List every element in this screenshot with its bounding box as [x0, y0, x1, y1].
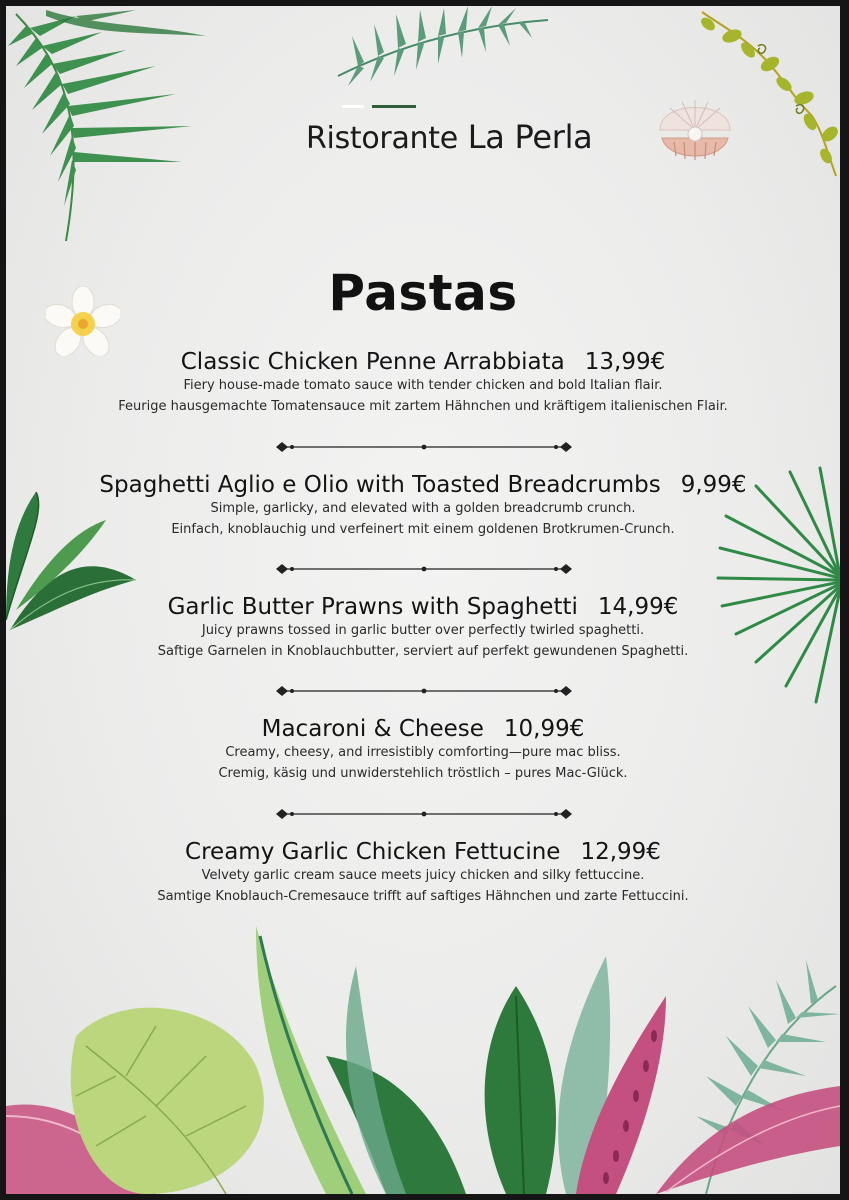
fern-icon — [318, 6, 558, 96]
menu-item-price: 10,99€ — [503, 716, 585, 742]
menu-item-description-de: Saftige Garnelen in Knoblauchbutter, serviert auf perfekt gewundenen Spaghetti. — [157, 644, 689, 659]
menu-item — [6, 349, 840, 417]
menu-item — [6, 839, 840, 907]
palm-leaf-icon — [6, 6, 226, 256]
menu-item-name: Garlic Butter Prawns with Spaghetti — [167, 594, 578, 620]
ornamental-divider-icon — [274, 563, 574, 575]
menu-item-description-de: Cremig, käsig und unwiderstehlich tröstlich – pures Mac-Glück. — [218, 766, 628, 781]
logo-accent-bars — [342, 105, 418, 109]
menu-page — [6, 6, 840, 1194]
ornamental-divider-icon — [274, 441, 574, 453]
menu-item-price: 14,99€ — [597, 594, 679, 620]
menu-item-description-en: Velvety garlic cream sauce meets juicy chicken and silky fettuccine. — [201, 868, 645, 883]
palm-leaf-icon — [716, 466, 840, 706]
pearl-shell-icon — [654, 86, 736, 172]
menu-item-name: Classic Chicken Penne Arrabbiata — [180, 349, 565, 375]
menu-item-description-de: Feurige hausgemachte Tomatensauce mit zartem Hähnchen und kräftigem italienischen Flair. — [118, 399, 728, 414]
menu-item-heading — [6, 716, 840, 742]
menu-item — [6, 716, 840, 784]
menu-item-heading — [6, 349, 840, 375]
menu-item-description-en: Fiery house-made tomato sauce with tender chicken and bold Italian flair. — [183, 378, 663, 393]
menu-item-description-en: Juicy prawns tossed in garlic butter over perfectly twirled spaghetti. — [201, 623, 645, 638]
menu-item-price: 13,99€ — [584, 349, 666, 375]
menu-item-description-en: Simple, garlicky, and elevated with a golden breadcrumb crunch. — [210, 501, 636, 516]
tropical-leaf-icon — [6, 490, 146, 640]
ornamental-divider-icon — [274, 808, 574, 820]
menu-item-price: 12,99€ — [580, 839, 661, 865]
menu-item-price: 9,99€ — [680, 472, 747, 498]
menu-item-name: Spaghetti Aglio e Olio with Toasted Breadcrumbs — [99, 472, 661, 498]
menu-item-description-de: Samtige Knoblauch-Cremesauce trifft auf saftiges Hähnchen und zarte Fettuccini. — [157, 889, 689, 904]
menu-item-name: Macaroni & Cheese — [261, 716, 484, 742]
menu-item-heading — [6, 839, 840, 865]
menu-item-description-en: Creamy, cheesy, and irresistibly comforting—pure mac bliss. — [225, 745, 621, 760]
section-title: Pastas — [328, 264, 518, 322]
brand-part1: Ristorante — [306, 121, 458, 156]
ornamental-divider-icon — [274, 685, 574, 697]
restaurant-name — [306, 118, 656, 156]
foliage-border-icon — [6, 916, 840, 1194]
brand-part2: La Perla — [467, 118, 593, 156]
menu-item-name: Creamy Garlic Chicken Fettucine — [185, 839, 561, 865]
menu-item-description-de: Einfach, knoblauchig und verfeinert mit einem goldenen Brotkrumen-Crunch. — [171, 522, 675, 537]
